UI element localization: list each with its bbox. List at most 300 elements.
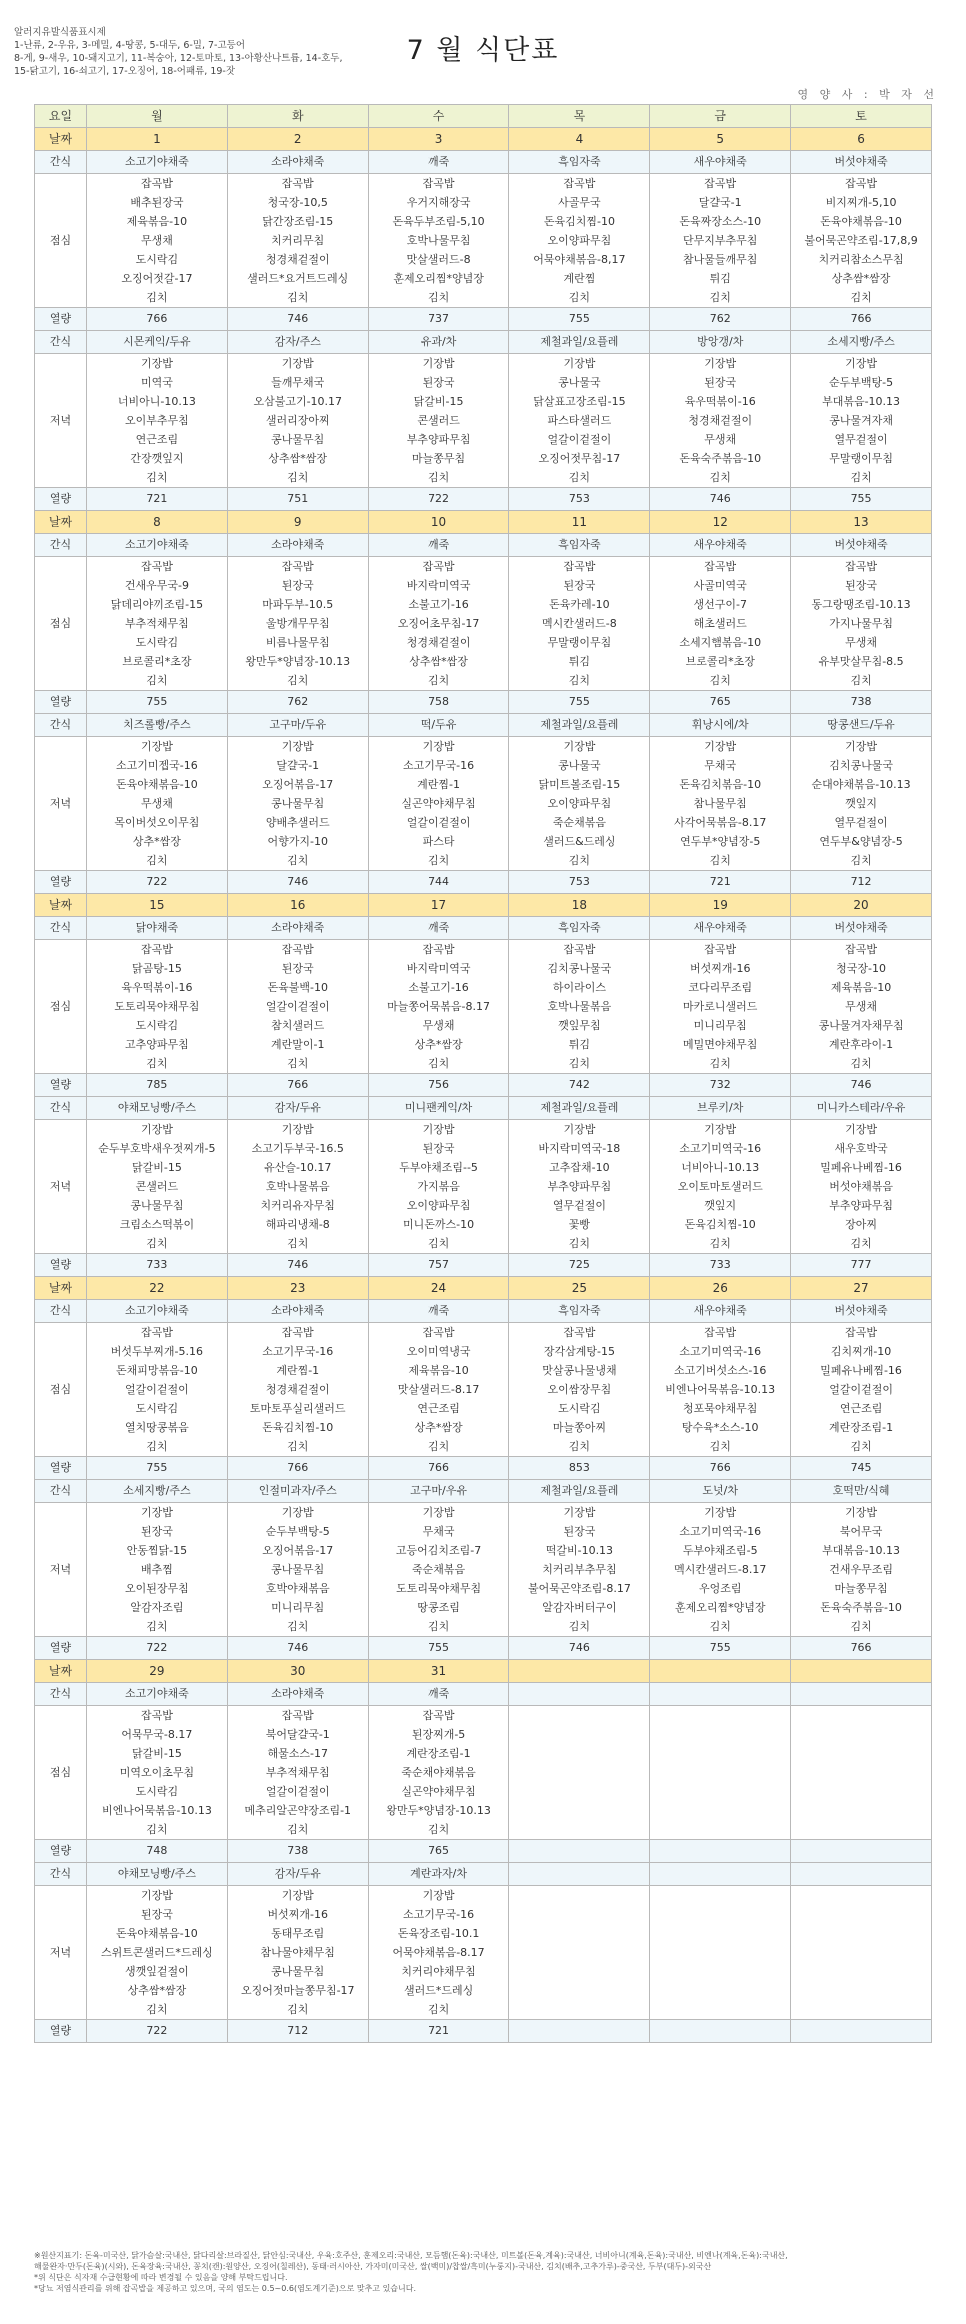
menu-item: 된장국 bbox=[650, 373, 791, 392]
snack-cell: 흑임자죽 bbox=[509, 1300, 650, 1323]
menu-item: 콩나물무침 bbox=[227, 794, 368, 813]
date-cell: 20 bbox=[791, 894, 932, 917]
menu-item: 유산슬-10.17 bbox=[227, 1158, 368, 1177]
menu-item: 기장밥 bbox=[509, 737, 650, 757]
menu-item: 돈육야채볶음-10 bbox=[87, 775, 228, 794]
menu-item: 닭간장조림-15 bbox=[227, 212, 368, 231]
date-cell: 5 bbox=[650, 128, 791, 151]
kcal-cell: 766 bbox=[791, 308, 932, 331]
menu-item bbox=[509, 1782, 650, 1801]
menu-item: 김치 bbox=[368, 1820, 509, 1840]
weekday-cell: 수 bbox=[368, 105, 509, 128]
menu-item bbox=[509, 1801, 650, 1820]
menu-item: 비엔나어묵볶음-10.13 bbox=[650, 1380, 791, 1399]
kcal-cell: 748 bbox=[87, 1840, 228, 1863]
kcal-cell: 737 bbox=[368, 308, 509, 331]
menu-item: 제육볶음-10 bbox=[368, 1361, 509, 1380]
menu-item: 제육볶음-10 bbox=[791, 978, 932, 997]
kcal-cell bbox=[650, 2020, 791, 2043]
menu-item: 무생채 bbox=[791, 633, 932, 652]
kcal-cell bbox=[791, 2020, 932, 2043]
row-label: 요일 bbox=[35, 105, 87, 128]
menu-item: 밀페유나베찜-16 bbox=[791, 1361, 932, 1380]
snack-cell: 소고기야채죽 bbox=[87, 534, 228, 557]
menu-item: 얼갈이겉절이 bbox=[791, 1380, 932, 1399]
menu-item: 소불고기-16 bbox=[368, 978, 509, 997]
menu-item: 계란찜-1 bbox=[368, 775, 509, 794]
meal-table bbox=[34, 104, 932, 2043]
menu-item: 죽순채볶음 bbox=[368, 1560, 509, 1579]
row-label: 점심 bbox=[35, 1323, 87, 1457]
kcal-cell: 746 bbox=[791, 1074, 932, 1097]
kcal-cell: 753 bbox=[509, 488, 650, 511]
menu-item: 열무겉절이 bbox=[791, 813, 932, 832]
date-cell: 30 bbox=[227, 1660, 368, 1683]
menu-item: 부추적채무침 bbox=[87, 614, 228, 633]
menu-item: 김치 bbox=[227, 1617, 368, 1637]
menu-item bbox=[650, 1706, 791, 1726]
snack-cell: 야채모닝빵/주스 bbox=[87, 1863, 228, 1886]
menu-item: 양배추샐러드 bbox=[227, 813, 368, 832]
menu-item: 깻잎지 bbox=[650, 1196, 791, 1215]
menu-item: 콩나물겨자채 bbox=[791, 411, 932, 430]
menu-item: 고추잡채-10 bbox=[509, 1158, 650, 1177]
menu-item bbox=[791, 1962, 932, 1981]
menu-item: 소고기무국-16 bbox=[368, 1905, 509, 1924]
menu-item: 소고기미젭국-16 bbox=[87, 756, 228, 775]
menu-item: 김치 bbox=[227, 2000, 368, 2020]
menu-item: 무생채 bbox=[87, 231, 228, 250]
lunch-row bbox=[35, 269, 932, 288]
row-label: 간식 bbox=[35, 151, 87, 174]
dinner-row bbox=[35, 1598, 932, 1617]
kcal-cell: 777 bbox=[791, 1254, 932, 1277]
date-row bbox=[35, 128, 932, 151]
menu-item: 돈육짜장소스-10 bbox=[650, 212, 791, 231]
kcal-cell bbox=[650, 1840, 791, 1863]
menu-item: 비름나물무침 bbox=[227, 633, 368, 652]
menu-item: 치커리유자무침 bbox=[227, 1196, 368, 1215]
menu-item: 상추쌈*쌈장 bbox=[791, 269, 932, 288]
menu-item bbox=[650, 1801, 791, 1820]
menu-item: 잡곡밥 bbox=[368, 557, 509, 577]
menu-item: 잡곡밥 bbox=[650, 557, 791, 577]
menu-item: 기장밥 bbox=[227, 1503, 368, 1523]
menu-item: 불어묵곤약조림-8.17 bbox=[509, 1579, 650, 1598]
menu-item: 파스타 bbox=[368, 832, 509, 851]
menu-item: 김치 bbox=[509, 851, 650, 871]
menu-item: 김치 bbox=[509, 1234, 650, 1254]
kcal-row bbox=[35, 488, 932, 511]
dinner-row bbox=[35, 468, 932, 488]
menu-item: 열무겉절이 bbox=[791, 430, 932, 449]
menu-item: 맛살콩나물냉채 bbox=[509, 1361, 650, 1380]
menu-item: 크림소스떡볶이 bbox=[87, 1215, 228, 1234]
snack-cell: 깨죽 bbox=[368, 534, 509, 557]
menu-item bbox=[791, 1924, 932, 1943]
menu-item: 미니돈까스-10 bbox=[368, 1215, 509, 1234]
menu-item: 오이양파무침 bbox=[509, 231, 650, 250]
menu-item: 소고기두부국-16.5 bbox=[227, 1139, 368, 1158]
date-cell: 10 bbox=[368, 511, 509, 534]
date-cell: 25 bbox=[509, 1277, 650, 1300]
lunch-row bbox=[35, 1763, 932, 1782]
snack-cell: 버섯야채죽 bbox=[791, 1300, 932, 1323]
row-label: 간식 bbox=[35, 1683, 87, 1706]
date-cell bbox=[650, 1660, 791, 1683]
kcal-cell: 755 bbox=[791, 488, 932, 511]
date-cell: 1 bbox=[87, 128, 228, 151]
kcal-cell: 751 bbox=[227, 488, 368, 511]
dinner-row bbox=[35, 1503, 932, 1523]
menu-item: 오이양파무침 bbox=[509, 794, 650, 813]
menu-item: 잡곡밥 bbox=[791, 1323, 932, 1343]
snack-cell: 야채모닝빵/주스 bbox=[87, 1097, 228, 1120]
menu-item: 어향가지-10 bbox=[227, 832, 368, 851]
kcal-cell: 746 bbox=[227, 871, 368, 894]
menu-item: 김치 bbox=[227, 288, 368, 308]
snack-cell: 소세지빵/주스 bbox=[791, 331, 932, 354]
menu-item: 무생채 bbox=[650, 430, 791, 449]
menu-item bbox=[650, 1943, 791, 1962]
snack-cell: 소라야채죽 bbox=[227, 1300, 368, 1323]
footnote: ※원산지표기: 돈육-미국산, 닭가슴살:국내산, 닭다리살:브라질산, 닭안심:국내산, 우육:호주산, 훈제오리:국내산, 모듬햄(돈육):국내산, 미트볼(돈육,계육):국내산, 너비아니(계육,돈육):국내산, 비엔나(계육,돈육):국내산, 해물완자·만두(돈육)(시와), 돈육장육:국내산, 꽁치(캔):원양산, 오징어(칠레산), 동태·러시아산, 가자미(미국산, 쌀(백미)/찹쌀/흑미(누룽지)-국내산, 김치(배추,고추가루)-중국산, 두부(대두)-외국산 *위 식단은 식자재 수급현황에 따라 변경될 수 있음을 양해 부탁드립니다. *당뇨 저염식관리를 위해 잡곡밥을 제공하고 있으며, 국의 염도는 0.5~0.6(염도계기준)으로 맞추고 있습니다. bbox=[34, 2251, 788, 2293]
lunch-row bbox=[35, 1035, 932, 1054]
menu-item: 우엉조림 bbox=[650, 1579, 791, 1598]
menu-item: 샐러드*요거트드레싱 bbox=[227, 269, 368, 288]
menu-item: 기장밥 bbox=[87, 1886, 228, 1906]
menu-item: 콩나물겨자채무침 bbox=[791, 1016, 932, 1035]
kcal-cell: 755 bbox=[509, 691, 650, 714]
menu-item: 맛살샐러드-8.17 bbox=[368, 1380, 509, 1399]
menu-item bbox=[509, 1886, 650, 1906]
menu-item: 기장밥 bbox=[791, 1120, 932, 1140]
menu-item: 김치 bbox=[791, 1234, 932, 1254]
snack-cell: 감자/두유 bbox=[227, 1097, 368, 1120]
menu-item: 마늘쫑아찌 bbox=[509, 1418, 650, 1437]
menu-item: 잡곡밥 bbox=[87, 1323, 228, 1343]
lunch-row bbox=[35, 997, 932, 1016]
lunch-row bbox=[35, 1725, 932, 1744]
lunch-row bbox=[35, 231, 932, 250]
kcal-cell: 757 bbox=[368, 1254, 509, 1277]
snack-row bbox=[35, 1863, 932, 1886]
snack-cell: 제철과일/요플레 bbox=[509, 1480, 650, 1503]
page-header bbox=[0, 0, 966, 104]
menu-item bbox=[791, 1801, 932, 1820]
kcal-cell: 721 bbox=[87, 488, 228, 511]
row-label: 날짜 bbox=[35, 1277, 87, 1300]
menu-item: 너비아니-10.13 bbox=[650, 1158, 791, 1177]
menu-item: 기장밥 bbox=[368, 737, 509, 757]
lunch-row bbox=[35, 1418, 932, 1437]
menu-item: 마늘쫑무침 bbox=[791, 1579, 932, 1598]
menu-item: 튀김 bbox=[650, 269, 791, 288]
snack-row bbox=[35, 714, 932, 737]
menu-item: 부추적채무침 bbox=[227, 1763, 368, 1782]
menu-item: 소세지햄볶음-10 bbox=[650, 633, 791, 652]
menu-item: 스위트콘샐러드*드레싱 bbox=[87, 1943, 228, 1962]
lunch-row bbox=[35, 250, 932, 269]
date-cell: 2 bbox=[227, 128, 368, 151]
menu-item: 기장밥 bbox=[650, 1120, 791, 1140]
snack-cell: 소라야채죽 bbox=[227, 151, 368, 174]
menu-item: 바지락미역국 bbox=[368, 576, 509, 595]
menu-item: 들깨무채국 bbox=[227, 373, 368, 392]
menu-item: 치커리참소스무침 bbox=[791, 250, 932, 269]
menu-item bbox=[791, 1886, 932, 1906]
menu-item: 돈육두부조림-5,10 bbox=[368, 212, 509, 231]
row-label: 열량 bbox=[35, 691, 87, 714]
kcal-row bbox=[35, 871, 932, 894]
kcal-cell: 742 bbox=[509, 1074, 650, 1097]
menu-item: 김치 bbox=[368, 1234, 509, 1254]
menu-item: 김치콩나물국 bbox=[509, 959, 650, 978]
menu-item: 오이쌈장무침 bbox=[509, 1380, 650, 1399]
menu-item: 죽순채야채볶음 bbox=[368, 1763, 509, 1782]
row-label: 열량 bbox=[35, 488, 87, 511]
date-row bbox=[35, 1660, 932, 1683]
snack-cell bbox=[509, 1683, 650, 1706]
menu-item: 건새우무국-9 bbox=[87, 576, 228, 595]
menu-item: 된장국 bbox=[791, 576, 932, 595]
row-label: 열량 bbox=[35, 2020, 87, 2043]
menu-item: 왕만두*양념장-10.13 bbox=[227, 652, 368, 671]
menu-item: 김치 bbox=[509, 288, 650, 308]
menu-item: 도시락김 bbox=[87, 250, 228, 269]
menu-item: 단무지부추무침 bbox=[650, 231, 791, 250]
snack-cell: 버섯야채죽 bbox=[791, 917, 932, 940]
kcal-cell: 746 bbox=[227, 1637, 368, 1660]
menu-item: 무말랭이무침 bbox=[509, 633, 650, 652]
menu-item: 생선구이-7 bbox=[650, 595, 791, 614]
menu-item: 돈육야채볶음-10 bbox=[87, 1924, 228, 1943]
menu-item: 김치 bbox=[227, 1820, 368, 1840]
menu-item: 오이부추무침 bbox=[87, 411, 228, 430]
menu-item bbox=[791, 2000, 932, 2020]
menu-item: 참나물들깨무침 bbox=[650, 250, 791, 269]
menu-item: 호박나물무침 bbox=[368, 231, 509, 250]
menu-item: 마카로니샐러드 bbox=[650, 997, 791, 1016]
menu-item: 북어달걀국-1 bbox=[227, 1725, 368, 1744]
date-cell: 19 bbox=[650, 894, 791, 917]
kcal-cell: 766 bbox=[227, 1457, 368, 1480]
menu-item: 소고기무국-16 bbox=[368, 756, 509, 775]
menu-item: 호박나물볶음 bbox=[227, 1177, 368, 1196]
menu-item: 김치 bbox=[87, 2000, 228, 2020]
snack-cell: 소고기야채죽 bbox=[87, 1300, 228, 1323]
menu-item: 참나물무침 bbox=[650, 794, 791, 813]
menu-item: 상추*쌈장 bbox=[368, 1035, 509, 1054]
kcal-cell bbox=[509, 2020, 650, 2043]
menu-item: 가지나물무침 bbox=[791, 614, 932, 633]
menu-item: 오이미역냉국 bbox=[368, 1342, 509, 1361]
menu-item: 무생채 bbox=[87, 794, 228, 813]
date-cell: 3 bbox=[368, 128, 509, 151]
kcal-cell: 765 bbox=[650, 691, 791, 714]
page-title: 7 월 식단표 bbox=[406, 35, 560, 66]
menu-item: 얼갈이겉절이 bbox=[227, 997, 368, 1016]
snack-row bbox=[35, 917, 932, 940]
dinner-row bbox=[35, 1177, 932, 1196]
menu-item: 미니리무침 bbox=[227, 1598, 368, 1617]
menu-item: 돈육숙주볶음-10 bbox=[791, 1598, 932, 1617]
date-cell: 16 bbox=[227, 894, 368, 917]
lunch-row bbox=[35, 576, 932, 595]
menu-item: 김치 bbox=[368, 1054, 509, 1074]
menu-item: 잡곡밥 bbox=[509, 940, 650, 960]
menu-item: 돈육숙주볶음-10 bbox=[650, 449, 791, 468]
kcal-cell: 712 bbox=[791, 871, 932, 894]
menu-item bbox=[650, 1981, 791, 2000]
snack-row bbox=[35, 331, 932, 354]
menu-item: 소고기미역국-16 bbox=[650, 1522, 791, 1541]
dinner-row bbox=[35, 354, 932, 374]
dinner-row bbox=[35, 373, 932, 392]
menu-item: 잡곡밥 bbox=[87, 174, 228, 194]
menu-item: 잡곡밥 bbox=[791, 557, 932, 577]
kcal-cell: 766 bbox=[368, 1457, 509, 1480]
dinner-row bbox=[35, 1215, 932, 1234]
weekday-cell: 금 bbox=[650, 105, 791, 128]
snack-cell: 닭야채죽 bbox=[87, 917, 228, 940]
dinner-row bbox=[35, 1962, 932, 1981]
kcal-cell: 746 bbox=[227, 1254, 368, 1277]
menu-item: 잡곡밥 bbox=[227, 174, 368, 194]
menu-item bbox=[650, 2000, 791, 2020]
lunch-row bbox=[35, 1342, 932, 1361]
menu-item: 밀페유나베찜-16 bbox=[791, 1158, 932, 1177]
menu-item: 얼갈이겉절이 bbox=[227, 1782, 368, 1801]
lunch-row bbox=[35, 1706, 932, 1726]
kcal-cell: 785 bbox=[87, 1074, 228, 1097]
menu-item: 미역국 bbox=[87, 373, 228, 392]
menu-item: 생깻잎겉절이 bbox=[87, 1962, 228, 1981]
menu-item: 상추쌈*쌈장 bbox=[368, 652, 509, 671]
weekday-cell: 화 bbox=[227, 105, 368, 128]
lunch-row bbox=[35, 1323, 932, 1343]
menu-item: 된장국 bbox=[509, 576, 650, 595]
menu-item: 김치 bbox=[227, 1234, 368, 1254]
menu-item: 달걀국-1 bbox=[650, 193, 791, 212]
menu-item: 안동찜닭-15 bbox=[87, 1541, 228, 1560]
menu-item: 육우떡볶이-16 bbox=[87, 978, 228, 997]
date-cell: 13 bbox=[791, 511, 932, 534]
snack-cell: 도넛/차 bbox=[650, 1480, 791, 1503]
kcal-row bbox=[35, 308, 932, 331]
menu-item: 계란말이-1 bbox=[227, 1035, 368, 1054]
menu-item: 닭갈비-15 bbox=[87, 1744, 228, 1763]
menu-item: 김치 bbox=[509, 671, 650, 691]
menu-item: 콩나물국 bbox=[509, 756, 650, 775]
menu-item: 연두부&양념장-5 bbox=[791, 832, 932, 851]
menu-item: 달걀국-1 bbox=[227, 756, 368, 775]
row-label: 점심 bbox=[35, 174, 87, 308]
menu-item: 맛살샐러드-8 bbox=[368, 250, 509, 269]
row-label: 열량 bbox=[35, 1457, 87, 1480]
menu-item: 알감자조림 bbox=[87, 1598, 228, 1617]
menu-item: 사골미역국 bbox=[650, 576, 791, 595]
menu-item: 알감자버터구이 bbox=[509, 1598, 650, 1617]
row-label: 저녁 bbox=[35, 354, 87, 488]
menu-item: 닭갈비-15 bbox=[368, 392, 509, 411]
menu-item: 꽃빵 bbox=[509, 1215, 650, 1234]
menu-item: 오징어볶음-17 bbox=[227, 775, 368, 794]
menu-item: 잡곡밥 bbox=[368, 940, 509, 960]
dinner-row bbox=[35, 1158, 932, 1177]
menu-item: 김치 bbox=[650, 1054, 791, 1074]
kcal-cell bbox=[509, 1840, 650, 1863]
menu-item: 도토리묵야채무침 bbox=[368, 1579, 509, 1598]
menu-item: 기장밥 bbox=[509, 1503, 650, 1523]
menu-item: 된장국 bbox=[87, 1905, 228, 1924]
row-label: 열량 bbox=[35, 1637, 87, 1660]
menu-item: 김치 bbox=[87, 671, 228, 691]
row-label: 저녁 bbox=[35, 737, 87, 871]
row-label: 열량 bbox=[35, 1840, 87, 1863]
menu-item: 콩나물무침 bbox=[227, 1962, 368, 1981]
menu-item bbox=[791, 1782, 932, 1801]
dinner-row bbox=[35, 430, 932, 449]
date-cell: 29 bbox=[87, 1660, 228, 1683]
menu-item: 돈육불백-10 bbox=[227, 978, 368, 997]
date-cell bbox=[791, 1660, 932, 1683]
menu-item: 도시락김 bbox=[87, 1399, 228, 1418]
menu-item: 된장찌개-5 bbox=[368, 1725, 509, 1744]
snack-cell: 감자/주스 bbox=[227, 331, 368, 354]
menu-item: 오이양파무침 bbox=[368, 1196, 509, 1215]
menu-item bbox=[791, 1981, 932, 2000]
lunch-row bbox=[35, 959, 932, 978]
menu-item: 샐러드&드레싱 bbox=[509, 832, 650, 851]
menu-item: 잡곡밥 bbox=[227, 1706, 368, 1726]
row-label: 저녁 bbox=[35, 1886, 87, 2020]
date-cell: 9 bbox=[227, 511, 368, 534]
menu-item: 해물소스-17 bbox=[227, 1744, 368, 1763]
menu-item: 순두부백탕-5 bbox=[791, 373, 932, 392]
kcal-cell: 756 bbox=[368, 1074, 509, 1097]
snack-cell: 떡/두유 bbox=[368, 714, 509, 737]
menu-item: 무채국 bbox=[650, 756, 791, 775]
snack-cell: 계란과자/차 bbox=[368, 1863, 509, 1886]
menu-item: 기장밥 bbox=[87, 1503, 228, 1523]
row-label: 간식 bbox=[35, 714, 87, 737]
menu-item: 순두부호박새우젓찌개-5 bbox=[87, 1139, 228, 1158]
menu-item: 청포묵야채무침 bbox=[650, 1399, 791, 1418]
menu-item: 콘샐러드 bbox=[368, 411, 509, 430]
menu-item: 부대볶음-10.13 bbox=[791, 1541, 932, 1560]
menu-item: 김치 bbox=[87, 1437, 228, 1457]
menu-item: 기장밥 bbox=[791, 1503, 932, 1523]
snack-cell: 호떡만/식혜 bbox=[791, 1480, 932, 1503]
menu-item: 잡곡밥 bbox=[368, 1323, 509, 1343]
menu-item: 김치 bbox=[368, 2000, 509, 2020]
menu-item bbox=[650, 1924, 791, 1943]
menu-item: 김치 bbox=[791, 468, 932, 488]
menu-item: 오삼불고기-10.17 bbox=[227, 392, 368, 411]
menu-item bbox=[650, 1763, 791, 1782]
menu-item: 오이된장무침 bbox=[87, 1579, 228, 1598]
menu-item bbox=[509, 1744, 650, 1763]
menu-item: 멕시칸샐러드-8 bbox=[509, 614, 650, 633]
dinner-row bbox=[35, 1120, 932, 1140]
date-cell: 23 bbox=[227, 1277, 368, 1300]
menu-item: 계란장조림-1 bbox=[368, 1744, 509, 1763]
menu-item: 하이라이스 bbox=[509, 978, 650, 997]
snack-row bbox=[35, 1480, 932, 1503]
kcal-cell: 722 bbox=[87, 1637, 228, 1660]
lunch-row bbox=[35, 1782, 932, 1801]
